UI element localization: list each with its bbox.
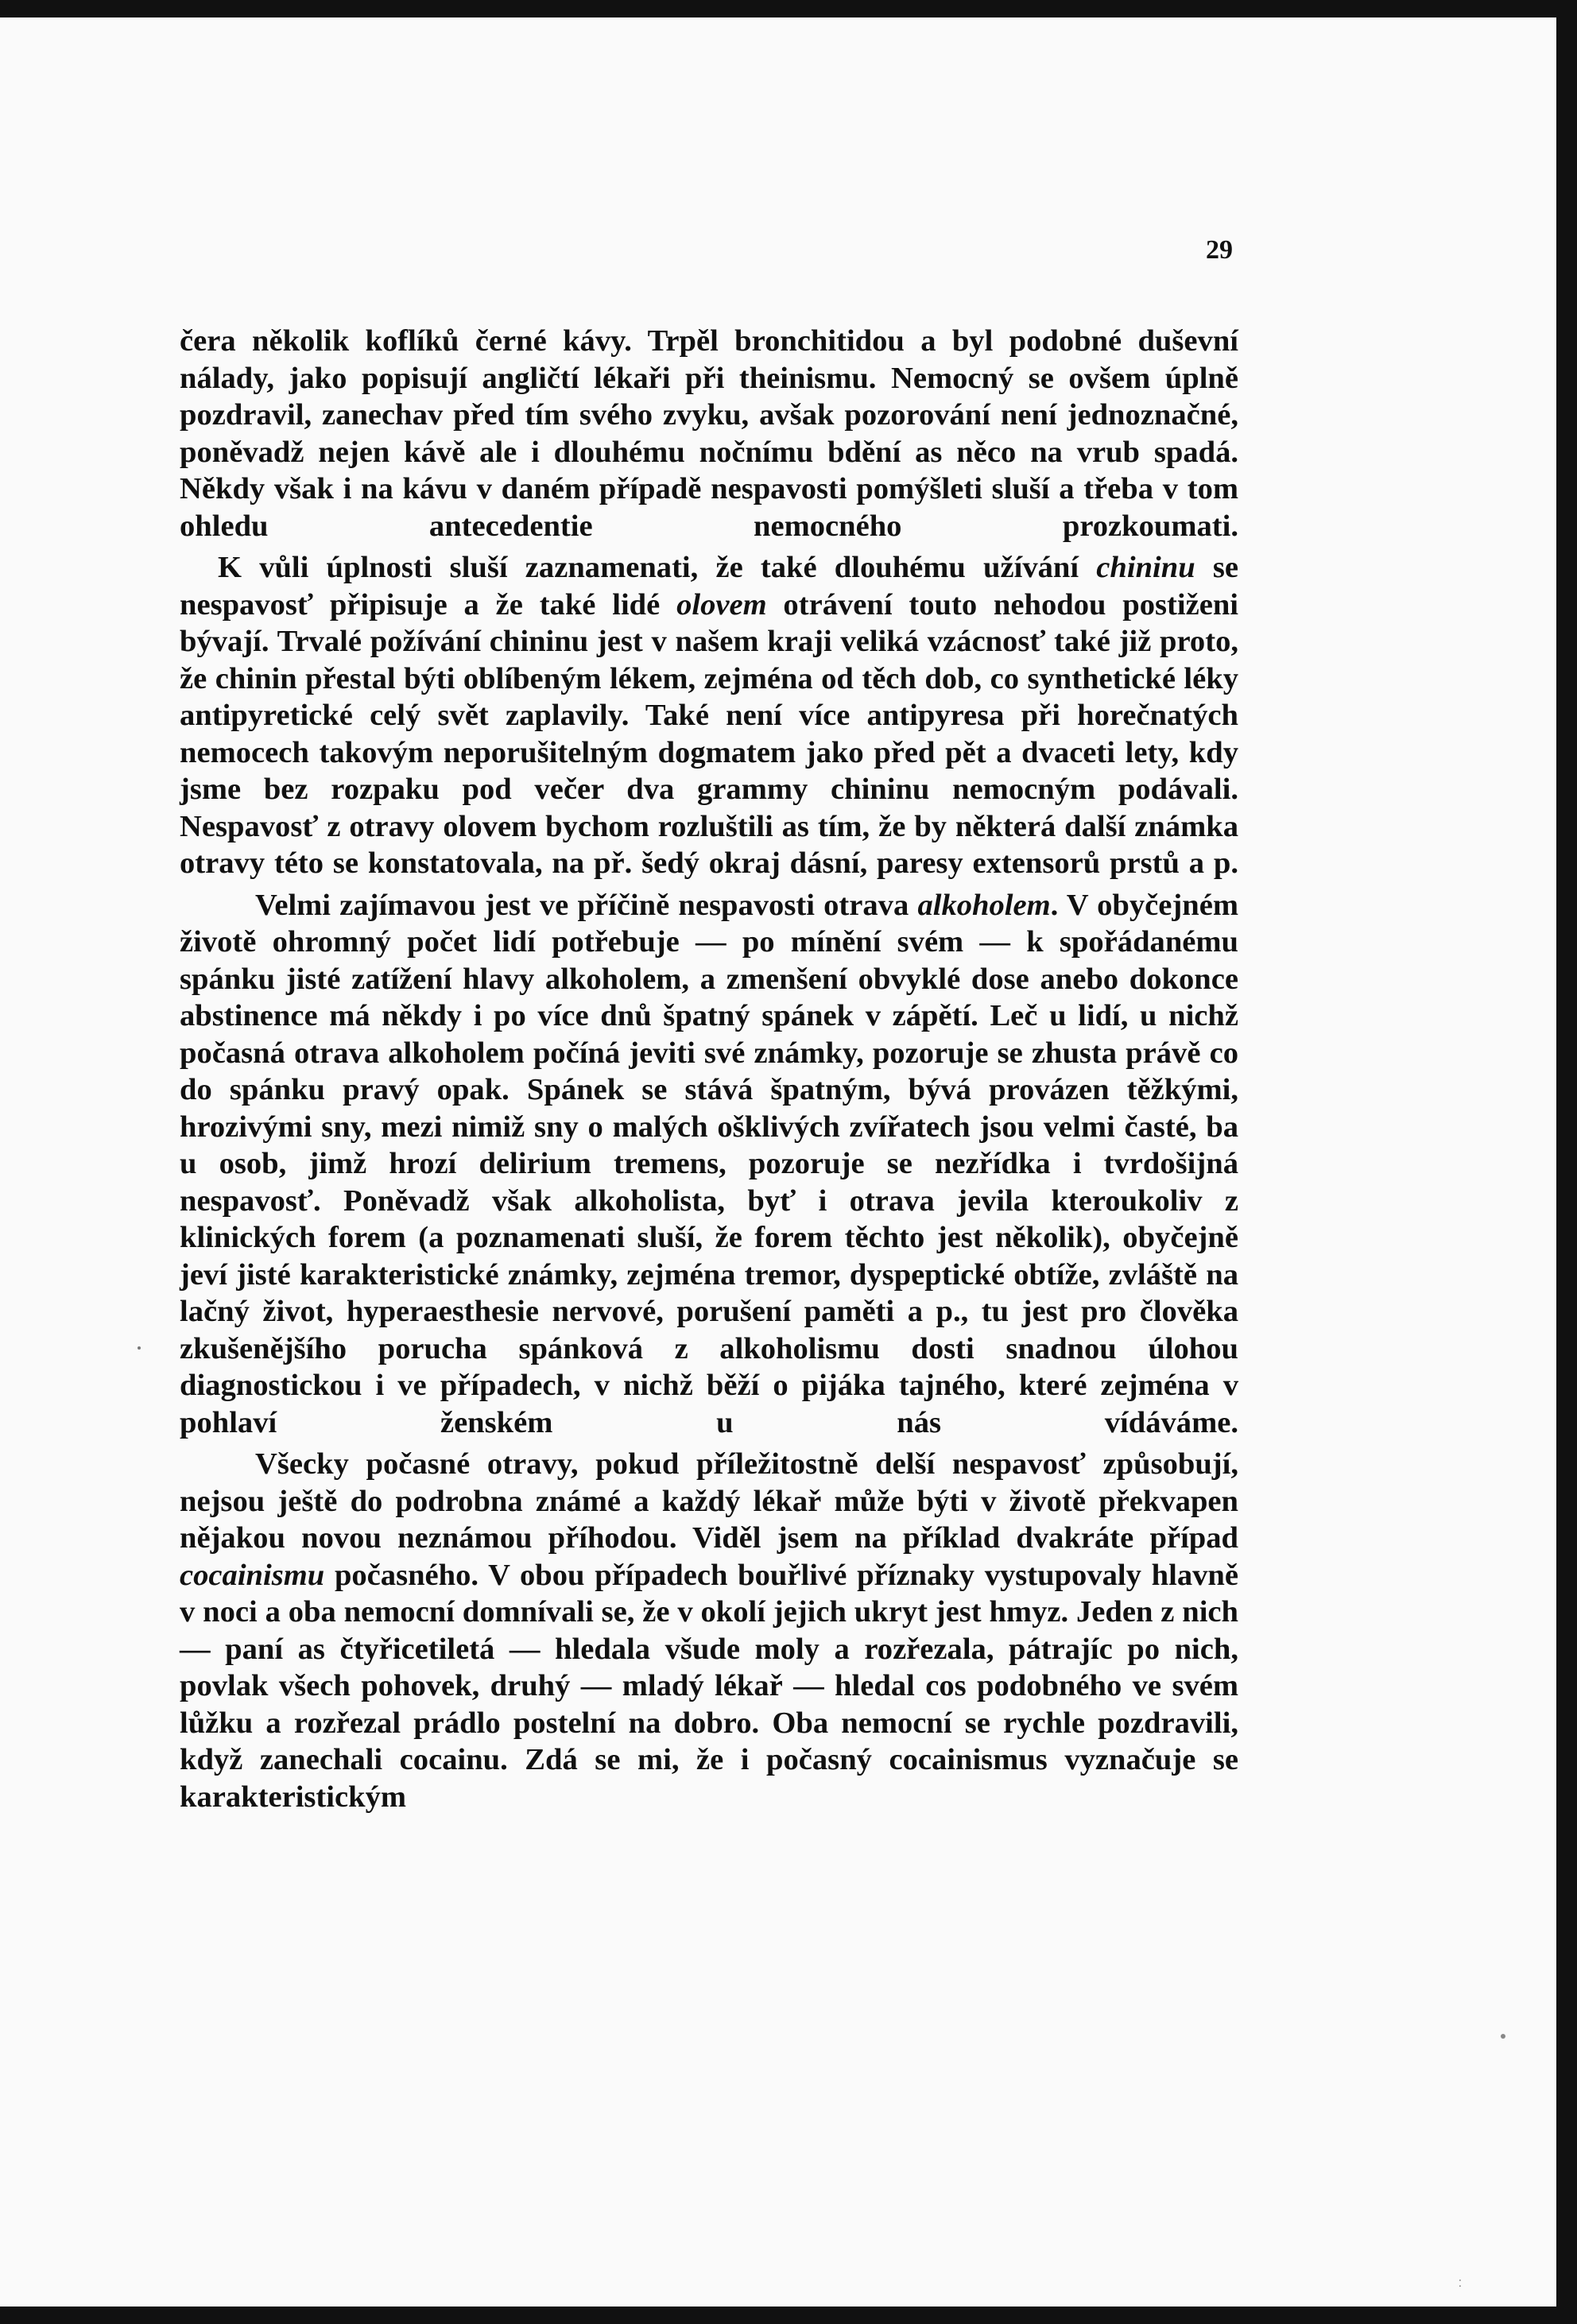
paragraph-4-italic-cocainismu: cocainismu <box>180 1558 325 1592</box>
paragraph-2-text-a: K vůli úplnosti sluší zaznamenati, že také dlouhému užívání <box>218 551 1097 584</box>
paragraph-3-text-a: Velmi zajímavou jest ve příčině nespavosti otrava <box>255 888 918 922</box>
scan-mark: ⁚ <box>1459 2278 1462 2289</box>
paragraph-3-italic-alkoholem: alkoholem <box>917 888 1051 922</box>
paragraph-2-text-c: otrávení touto nehodou postiženi bývají. Trvalé požívání chininu jest v našem kraji veliká vzácnosť také již proto, že chinin přestal býti oblíbeným lékem, zejména od těch dob, co synthetické léky antipyretické celý svět zaplavily. Také není více antipyresa při horečnatých nemocech takovým neporušitelným dogmatem jako před pět a dvaceti lety, kdy jsme bez rozpaku pod večer dva grammy chininu nemocným podávali. Nespavosť z otravy olovem bychom rozluštili as tím, že by některá další známka otravy této se konstatovala, na př. šedý okraj dásní, paresy extensorů prstů a p. <box>180 587 1238 880</box>
book-page <box>0 17 1556 2307</box>
paragraph-1: čera několik koflíků černé kávy. Trpěl bronchitidou a byl podobné duševní nálady, jako popisují angličtí lékaři při theinismu. Nemocný se ovšem úplně pozdravil, zanechav před tím svého zvyku, avšak pozorování není jednoznačné, poněvadž nejen kávě ale i dlouhému nočnímu bdění as něco na vrub spadá. Někdy však i na kávu v daném případě nespavosti pomýšleti sluší a třeba v tom ohledu antecedentie nemocného prozkoumati. <box>180 324 1238 543</box>
paragraph-4 <box>180 1446 1238 1815</box>
paragraph-2 <box>180 549 1238 882</box>
scan-speck <box>1501 2034 1505 2039</box>
paragraph-3-text-b: . V obyčejném životě ohromný počet lidí potřebuje — po mínění svém — k spořádanému spánku jisté zatížení hlavy alkoholem, a zmenšení obvyklé dose anebo dokonce abstinence má někdy i po více dnů špatný spánek v zápětí. Leč u lidí, u nichž počasná otrava alkoholem počíná jeviti své známky, pozoruje se zhusta právě co do spánku pravý opak. Spánek se stává špatným, bývá provázen těžkými, hrozivými sny, mezi nimiž sny o malých ošklivých zvířatech jsou velmi časté, ba u osob, jimž hrozí delirium tremens, pozoruje se nezřídka i tvrdošijná nespavosť. Poněvadž však alkoholista, byť i otrava jevila kteroukoliv z klinických forem (a poznamenati sluší, že forem těchto jest několik), obyčejně jeví jisté karakteristické známky, zejména tremor, dyspeptické obtíže, zvláště na lačný život, hyperaesthesie nervové, porušení paměti a p., tu jest pro člověka zkušenějšího porucha spánková z alkoholismu dosti snadnou úlohou diagnostickou i ve případech, v nichž běží o pijáka tajného, které zejména v pohlaví ženském u nás vídáváme. <box>180 888 1238 1439</box>
paragraph-2-text-b: se nespavosť připisuje a že také lidé <box>180 551 1239 622</box>
body-text <box>180 323 1238 1815</box>
page-number: 29 <box>1206 235 1233 265</box>
scan-speck <box>138 1346 141 1350</box>
paragraph-4-text-b: počasného. V obou případech bouřlivé příznaky vystupovaly hlavně v noci a oba nemocní domnívali se, že v okolí jejich ukryt jest hmyz. Jeden z nich — paní as čtyřicetiletá — hledala všude moly a rozřezala, pátrajíc po nich, povlak všech pohovek, druhý — mladý lékař — hledal cos podobného ve svém lůžku a rozřezal prádlo postelní na dobro. Oba nemocní se rychle pozdravili, když zanechali cocainu. Zdá se mi, že i počasný cocainismus vyznačuje se karakteristickým <box>180 1558 1238 1814</box>
paragraph-4-text-a: Všecky počasné otravy, pokud příležitostně delší nespavosť způsobují, nejsou ještě do podrobna známé a každý lékař může býti v životě překvapen nějakou novou neznámou příhodou. Viděl jsem na příklad dvakráte případ <box>180 1447 1238 1555</box>
paragraph-3 <box>180 887 1238 1442</box>
paragraph-2-italic-olovem: olovem <box>676 587 767 622</box>
paragraph-2-italic-chininu: chininu <box>1096 551 1195 584</box>
